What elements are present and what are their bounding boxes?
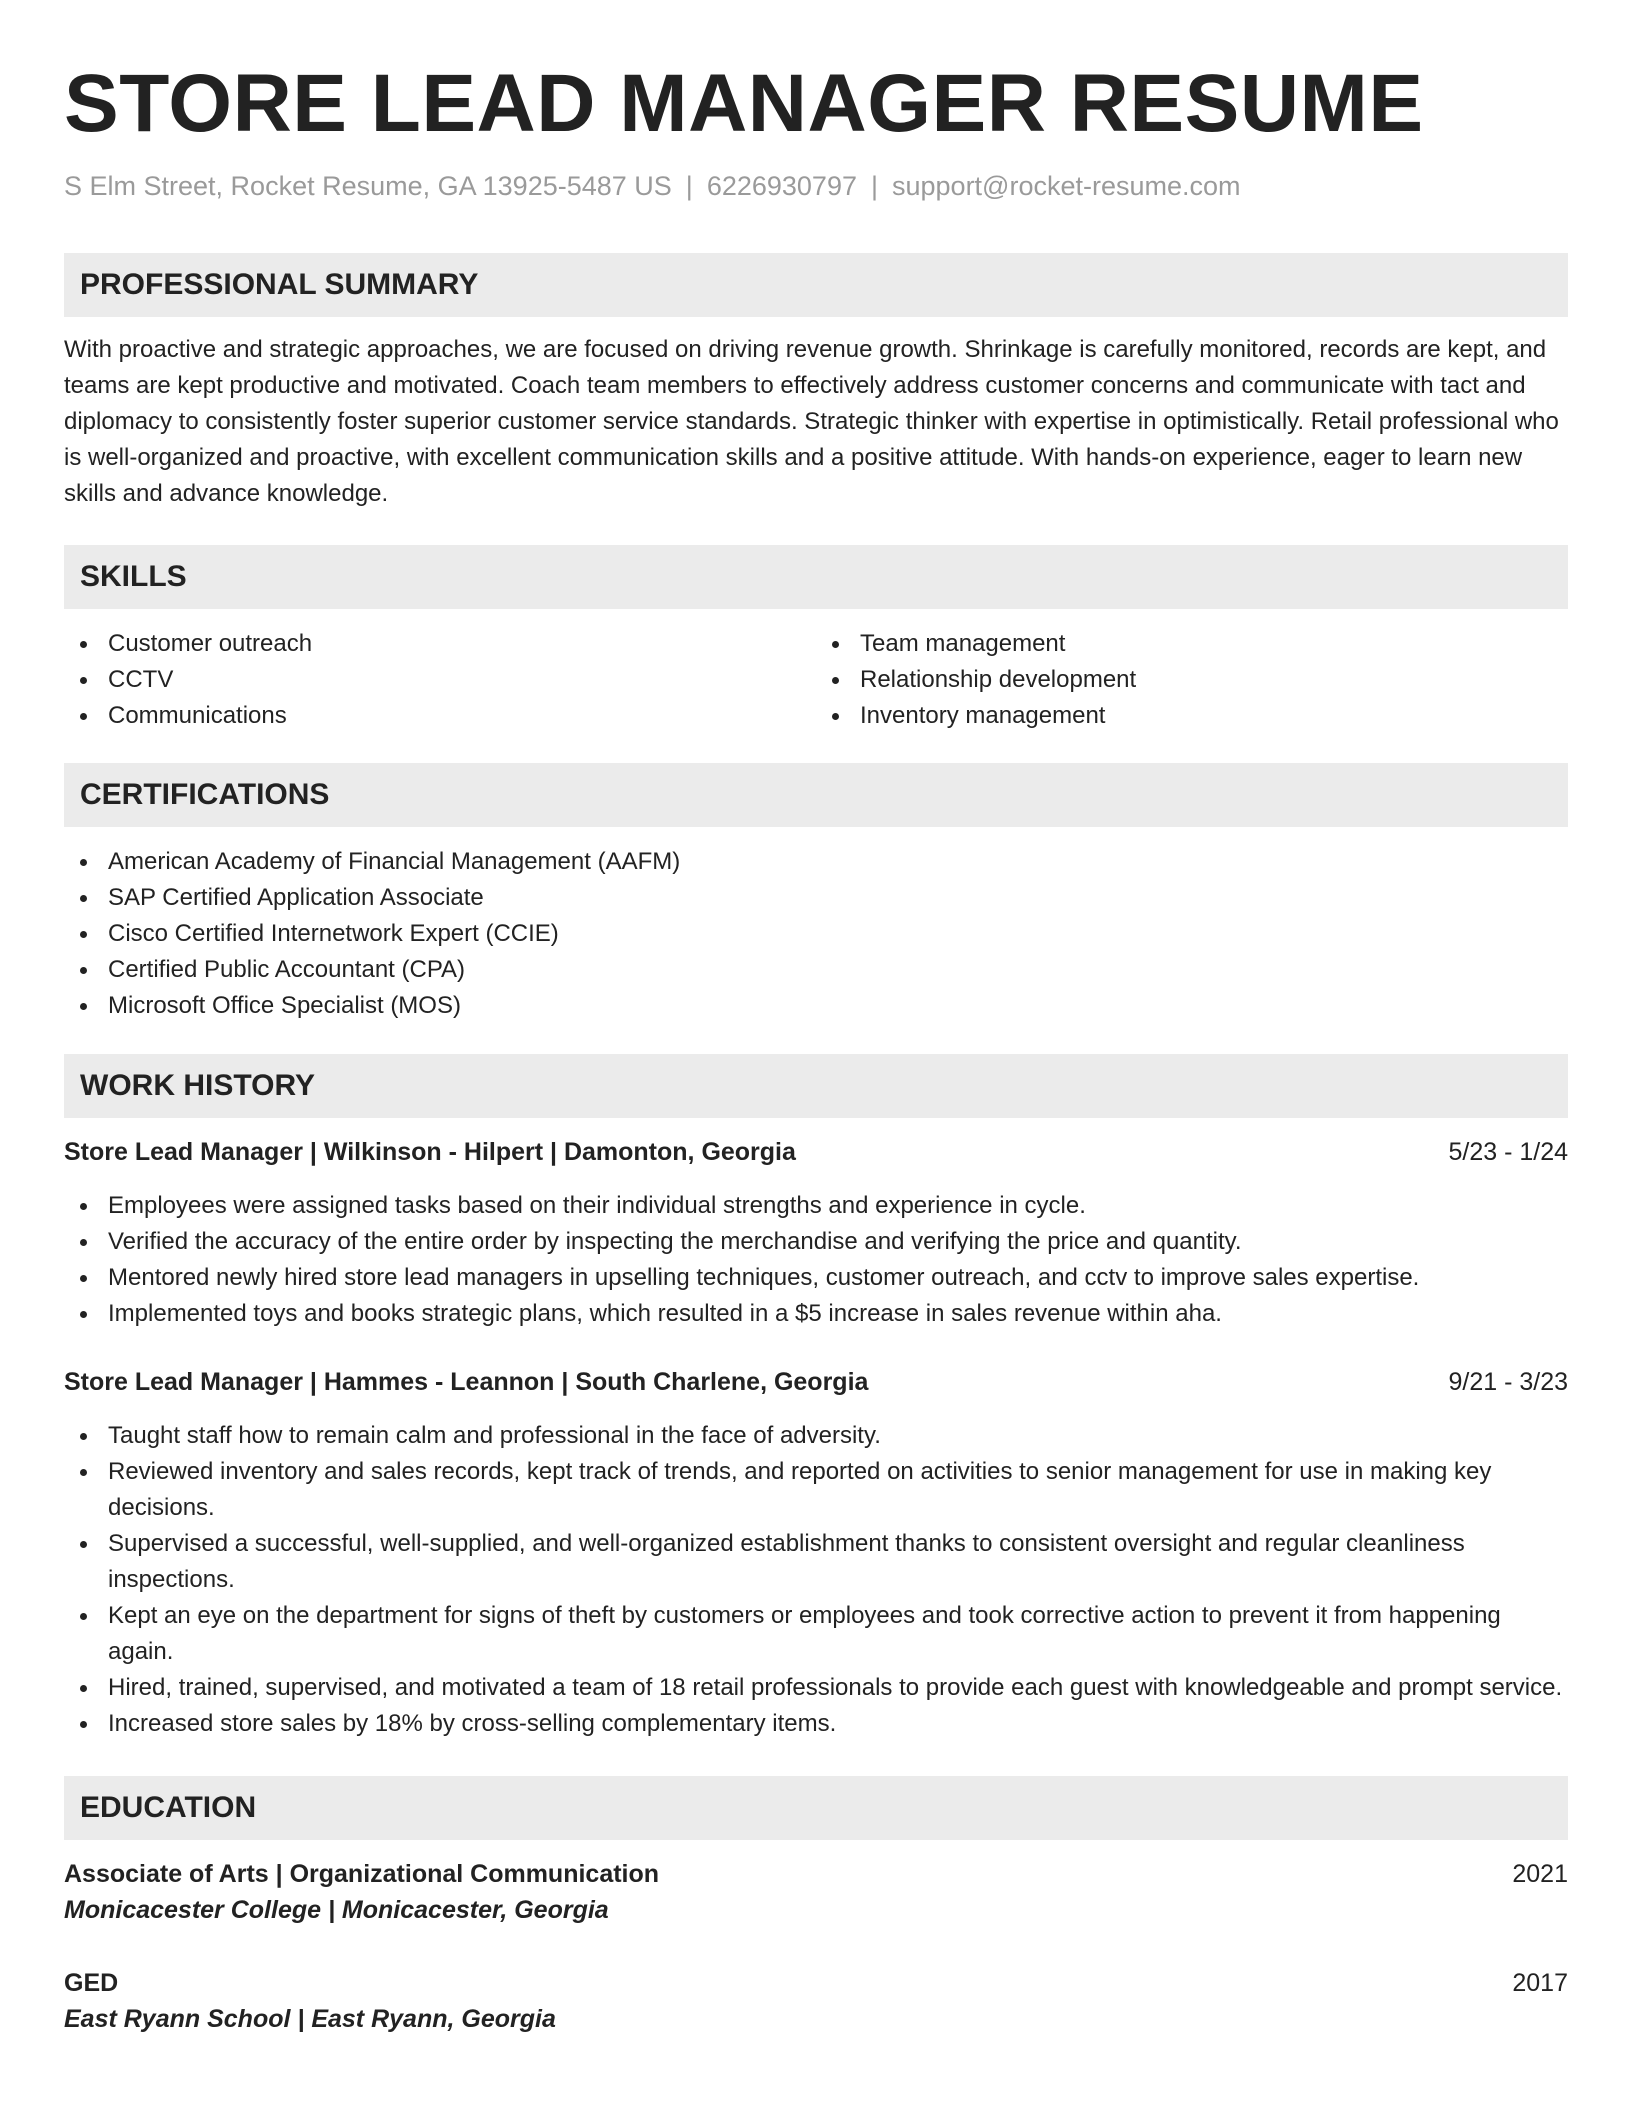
skill-item: Customer outreach	[64, 626, 816, 662]
certification-item: Certified Public Accountant (CPA)	[64, 952, 1568, 988]
certification-item: American Academy of Financial Management (AAFM)	[64, 844, 1568, 880]
job-dates: 9/21 - 3/23	[1448, 1368, 1568, 1396]
certifications-list	[64, 844, 1568, 1024]
contact-address: S Elm Street, Rocket Resume, GA 13925-5487 US	[64, 171, 672, 201]
job-dates: 5/23 - 1/24	[1448, 1138, 1568, 1166]
skills-grid	[64, 626, 1568, 734]
skills-column-right	[816, 626, 1568, 734]
education-entry	[64, 1856, 1568, 1928]
job-bullet: Verified the accuracy of the entire order by inspecting the merchandise and verifying the price and quantity.	[64, 1224, 1568, 1260]
summary-heading: PROFESSIONAL SUMMARY	[64, 253, 1568, 317]
education-school: Monicacester College | Monicacester, Georgia	[64, 1896, 609, 1924]
contact-separator: |	[870, 171, 878, 201]
job-bullet: Implemented toys and books strategic plans, which resulted in a $5 increase in sales revenue within aha.	[64, 1296, 1568, 1332]
skill-item: Inventory management	[816, 698, 1568, 734]
job-title: Store Lead Manager | Wilkinson - Hilpert | Damonton, Georgia	[64, 1138, 796, 1166]
skills-column-left	[64, 626, 816, 734]
education-year: 2021	[1512, 1860, 1568, 1888]
job-entry	[64, 1134, 1568, 1332]
job-bullet: Employees were assigned tasks based on their individual strengths and experience in cycle.	[64, 1188, 1568, 1224]
skill-item: Communications	[64, 698, 816, 734]
job-bullet: Mentored newly hired store lead managers in upselling techniques, customer outreach, and cctv to improve sales expertise.	[64, 1260, 1568, 1296]
skills-heading: SKILLS	[64, 545, 1568, 609]
education-year: 2017	[1512, 1969, 1568, 1997]
education-degree: Associate of Arts | Organizational Communication	[64, 1860, 660, 1888]
job-bullet: Increased store sales by 18% by cross-selling complementary items.	[64, 1706, 1568, 1742]
contact-phone: 6226930797	[706, 171, 857, 201]
education-entry	[64, 1965, 1568, 2037]
certification-item: SAP Certified Application Associate	[64, 880, 1568, 916]
education-heading: EDUCATION	[64, 1776, 1568, 1840]
job-entry	[64, 1364, 1568, 1742]
education-degree: GED	[64, 1969, 119, 1997]
contact-email: support@rocket-resume.com	[892, 171, 1241, 201]
job-header	[64, 1364, 1568, 1400]
job-bullets	[64, 1188, 1568, 1332]
certification-item: Microsoft Office Specialist (MOS)	[64, 988, 1568, 1024]
job-bullet: Kept an eye on the department for signs of theft by customers or employees and took corrective action to prevent it from happening again.	[64, 1598, 1568, 1670]
certifications-heading: CERTIFICATIONS	[64, 763, 1568, 827]
summary-text: With proactive and strategic approaches, we are focused on driving revenue growth. Shrinkage is carefully monitored, records are kept, and teams are kept productive and motivated. Coach team members to effectively address customer concerns and communicate with tact and diplomacy to consistently foster superior customer service standards. Strategic thinker with expertise in optimistically. Retail professional who is well-organized and proactive, with excellent communication skills and a positive attitude. With hands-on experience, eager to learn new skills and advance knowledge.	[64, 336, 1559, 507]
contact-line	[64, 168, 1568, 204]
job-bullets	[64, 1418, 1568, 1742]
job-bullet: Supervised a successful, well-supplied, and well-organized establishment thanks to consistent oversight and regular cleanliness inspections.	[64, 1526, 1568, 1598]
contact-separator: |	[685, 171, 693, 201]
job-bullet: Taught staff how to remain calm and professional in the face of adversity.	[64, 1418, 1568, 1454]
certification-item: Cisco Certified Internetwork Expert (CCIE)	[64, 916, 1568, 952]
job-bullet: Hired, trained, supervised, and motivated a team of 18 retail professionals to provide each guest with knowledgeable and prompt service.	[64, 1670, 1568, 1706]
job-bullet: Reviewed inventory and sales records, kept track of trends, and reported on activities to senior management for use in making key decisions.	[64, 1454, 1568, 1526]
job-header	[64, 1134, 1568, 1170]
education-school: East Ryann School | East Ryann, Georgia	[64, 2005, 556, 2033]
job-title: Store Lead Manager | Hammes - Leannon | South Charlene, Georgia	[64, 1368, 869, 1396]
skill-item: Relationship development	[816, 662, 1568, 698]
skill-item: Team management	[816, 626, 1568, 662]
education-header	[64, 1856, 1568, 1892]
education-header	[64, 1965, 1568, 2001]
work-history-heading: WORK HISTORY	[64, 1054, 1568, 1118]
resume-title: STORE LEAD MANAGER RESUME	[64, 58, 1424, 149]
skill-item: CCTV	[64, 662, 816, 698]
